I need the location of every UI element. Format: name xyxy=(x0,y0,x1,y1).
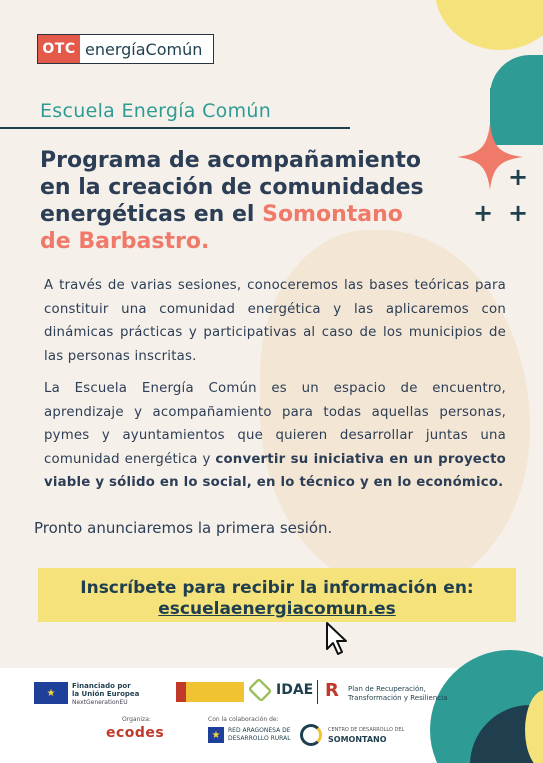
intro-paragraph: A través de varias sesiones, conoceremos las bases teóricas para constituir una comunidad energética y las aplicaremos con dinámicas prácticas y participativas al caso de los municipios de las personas inscritas. xyxy=(44,278,506,364)
prtr-line-2: Transformación y Resiliencia xyxy=(348,694,448,702)
plus-icon: + xyxy=(508,199,529,227)
eu-line-3: NextGenerationEU xyxy=(72,699,128,706)
title-line-2: en la creación de comunidades xyxy=(40,175,424,200)
title-highlight-barbastro: de Barbastro. xyxy=(40,229,210,254)
school-name: Escuela Energía Común xyxy=(40,100,272,122)
announcement-text: Pronto anunciaremos la primera sesión. xyxy=(34,519,333,537)
idae-icon xyxy=(248,678,273,703)
eu-funding-label xyxy=(72,682,139,707)
prtr-line-1: Plan de Recuperación, xyxy=(348,685,426,693)
description-text: La Escuela Energía Común es un espacio de encuentro, aprendizaje y acompañamiento para todas aquellas personas, pymes y ayuntamientos que quieren desarrollar juntas una comunidad energética y xyxy=(44,381,506,467)
idae-logo xyxy=(248,680,313,700)
plus-icon: + xyxy=(473,199,494,227)
description-bold: convertir su iniciativa en un proyecto viable y sólido en lo social, en lo técnico y en lo económico. xyxy=(44,451,506,490)
energia-comun-icon: eC xyxy=(457,678,501,706)
divider xyxy=(0,127,350,129)
collaboration-label: Con la colaboración de: xyxy=(208,716,279,723)
title-line-1: Programa de acompañamiento xyxy=(40,148,421,173)
rar-line-2: DESARROLLO RURAL xyxy=(228,735,291,742)
description-paragraph xyxy=(44,377,506,495)
rar-icon: ★ xyxy=(208,727,224,743)
idae-label: IDAE xyxy=(276,682,314,698)
title-highlight-somontano: Somontano xyxy=(262,202,403,227)
mouse-cursor-icon xyxy=(324,621,350,657)
eu-line-1: Financiado por xyxy=(72,682,131,690)
cds-label-big: SOMONTANO xyxy=(328,735,387,744)
title-line-3: energéticas en el xyxy=(40,202,263,227)
organizer-label: Organiza: xyxy=(122,716,151,723)
logo-separator xyxy=(317,680,318,704)
rar-line-1: RED ARAGONESA DE xyxy=(228,727,291,734)
cds-icon xyxy=(300,724,322,746)
prtr-label xyxy=(348,685,447,703)
page-title xyxy=(40,147,460,255)
cds-label-small: CENTRO DE DESARROLLO DEL xyxy=(328,727,405,733)
spanish-government-logo xyxy=(176,682,244,702)
ecodes-logo: ecodes xyxy=(106,725,165,741)
signup-text: Inscríbete para recibir la información en: xyxy=(80,578,474,598)
logo-otc: OTC xyxy=(38,35,80,63)
rar-label xyxy=(228,727,291,743)
eu-flag-icon: ★ xyxy=(34,682,68,704)
eu-line-2: la Unión Europea xyxy=(72,690,140,698)
logo-name: energíaComún xyxy=(85,39,203,59)
prtr-icon: R xyxy=(325,680,339,701)
signup-link[interactable]: escuelaenergiacomun.es xyxy=(158,599,396,619)
otc-energia-comun-logo xyxy=(37,34,214,64)
signup-banner xyxy=(38,568,516,622)
plus-icon: + xyxy=(508,163,529,191)
decor-yellow-circle xyxy=(435,0,543,50)
